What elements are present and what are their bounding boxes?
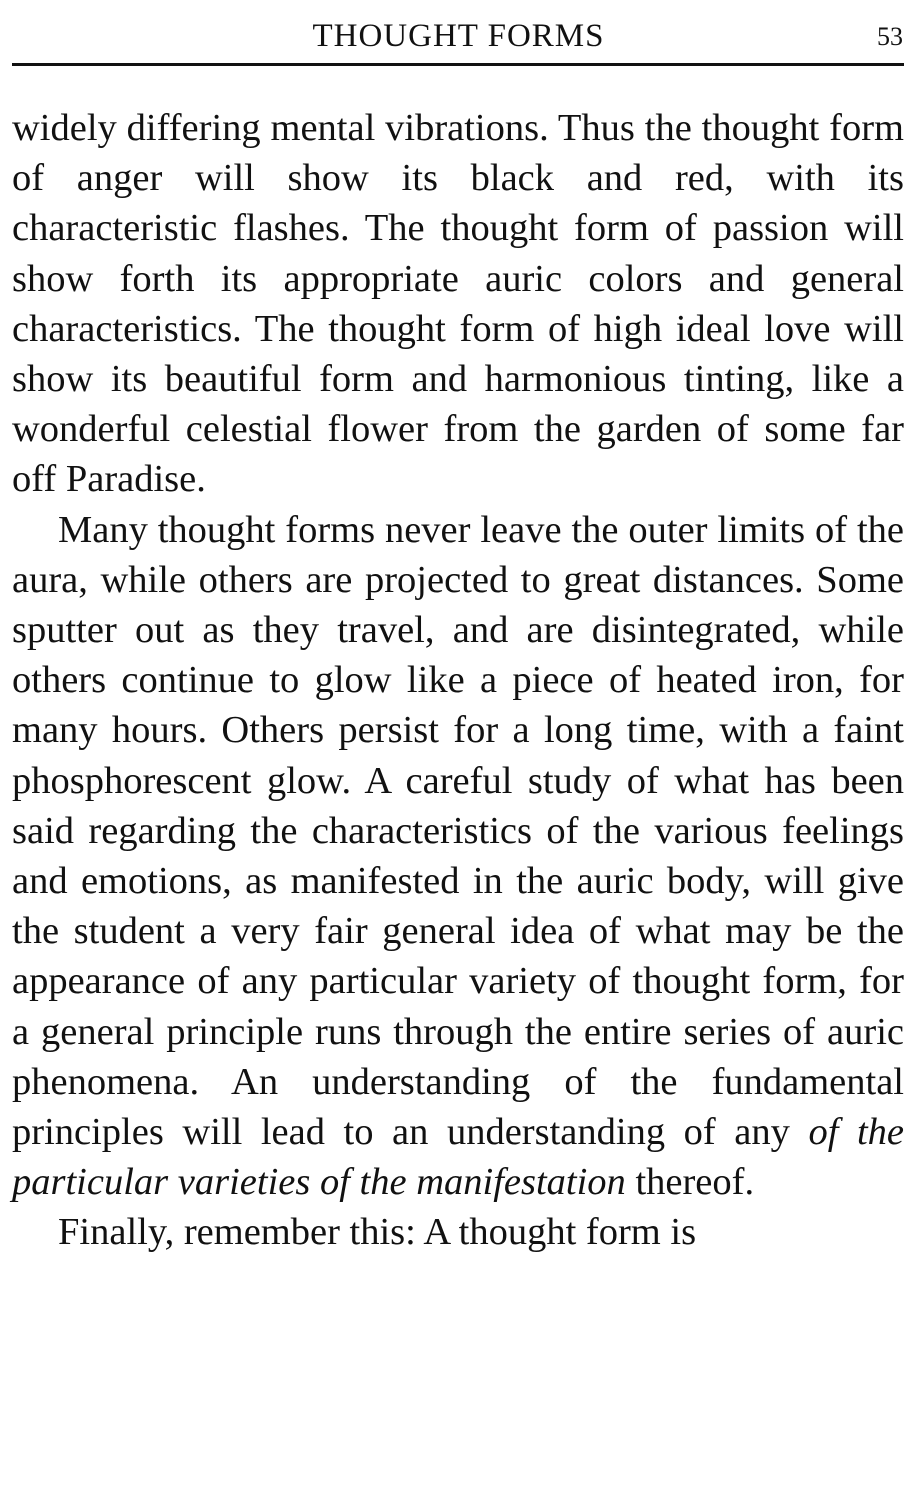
paragraph-2-emphasis: of the particular varieties of the manifestation xyxy=(12,1111,905,1204)
page-header xyxy=(12,10,905,66)
header-rule xyxy=(12,63,904,66)
paragraph-2-text: Many thought forms never leave the outer limits of the aura, while others are projected to great distances. Some sputter out as they travel, and are disintegrated, while others continue to glow like a piece of heated iron, for many hours. Others persist for a long time, with a faint phosphorescent glow. A careful study of what has been said regarding the characteristics of the various feelings and emotions, as manifested in the auric body, will give the student a very fair general idea of what may be the appearance of any particular variety of thought form, for a general principle runs through the entire series of auric phenomena. An understanding of the fundamental principles will lead to an understanding of any xyxy=(12,508,904,1154)
body-text xyxy=(12,103,904,1258)
paragraph-1: widely differing mental vibrations. Thus the thought form of anger will show its black and red, with its characteristic flashes. The thought form of passion will show forth its appropriate auric colors and general characteristics. The thought form of high ideal love will show its beautiful form and harmonious tinting, like a wonderful celestial flower from the garden of some far off Paradise. xyxy=(12,107,904,501)
running-title: THOUGHT FORMS xyxy=(312,18,605,54)
page-number: 53 xyxy=(877,22,903,51)
paragraph-2-ending: thereof. xyxy=(625,1161,755,1204)
paragraph-2 xyxy=(12,505,904,1208)
paragraph-3: Finally, remember this: A thought form is xyxy=(58,1211,697,1254)
